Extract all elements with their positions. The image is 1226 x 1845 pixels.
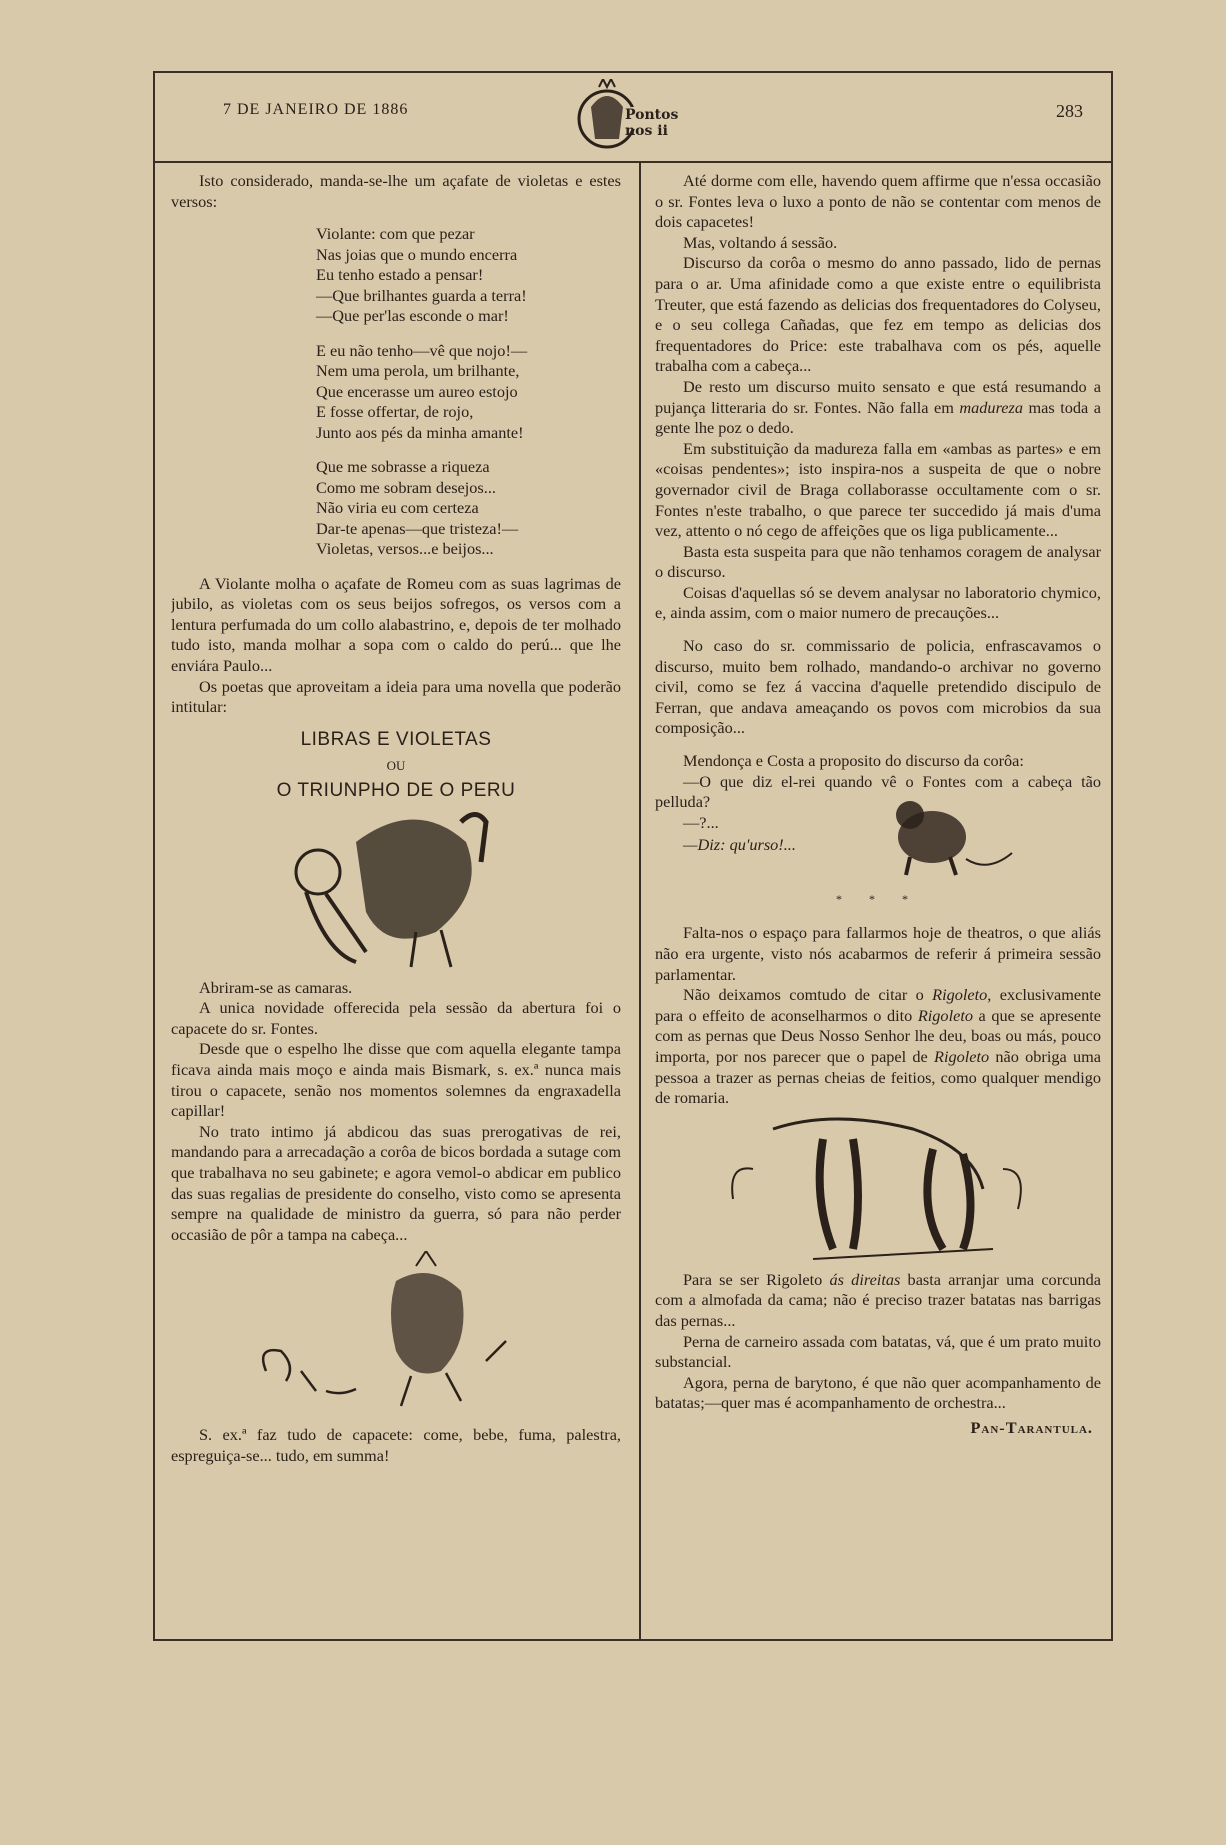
page-header: [155, 73, 1111, 163]
masthead-title: Pontos nos ii: [625, 107, 679, 139]
text-run: Não deixamos comtudo de citar o: [683, 985, 933, 1005]
paragraph: Agora, perna de barytono, é que não quer acompanhamento de batatas;—quer mas é acompanhamento de orchestra...: [655, 1372, 1101, 1413]
page-number: 283: [1056, 101, 1083, 121]
text-run: a que se apresente com as pernas que Deus Nosso Senhor lhe deu, boas ou más, pouco importa, por nos parecer que o papel de: [655, 1005, 1101, 1066]
paragraph: Discurso da corôa o mesmo do anno passado, lido de pernas para o ar. Uma afinidade como a que existe entre o equilibrista Treuter, que está fazendo as delicias dos frequentadores do Colyseu, e o seu collega Cañadas, que fez em tempo as delicias dos frequentadores do Price: este trabalhava com os pés, aquelle trabalha com a cabeça...: [655, 253, 1101, 376]
paragraph: Abriram-se as camaras.: [199, 977, 353, 997]
italic-text: Rigoleto: [917, 1005, 973, 1025]
bear-caricature-illustration: [870, 795, 1020, 887]
poem-line: Violetas, versos...e beijos...: [316, 539, 494, 559]
paragraph: Desde que o espelho lhe disse que com aquella elegante tampa ficava ainda mais moço e ainda mais Bismark, s. ex.ª nunca mais tirou o capacete, senão nos momentos solemnes da engraxadella capillar!: [171, 1039, 621, 1121]
paragraph: [655, 377, 1101, 439]
paragraph: No trato intimo já abdicou das suas prerogativas de rei, mandando para a arrecadação a corôa de bicos bordada a sutage com que trabalhava no seu gabinete; e agora vemol-o abdicar em publico das suas regalias de presidente do conselho, visto como se apresenta sempre na qualidade de ministro da guerra, só para não perder occasião de pôr a tampa na cabeça...: [171, 1121, 621, 1244]
poem-line: Que me sobrasse a riqueza: [316, 457, 490, 477]
poem-line: Que encerasse um aureo estojo: [316, 381, 518, 401]
poem-line: Como me sobram desejos...: [316, 477, 496, 497]
italic-text: ás direitas: [829, 1269, 901, 1289]
poem: [316, 224, 621, 560]
text-run: não obriga uma pessoa a trazer as pernas cheias de feitios, como qualquer mendigo de romaria.: [655, 1046, 1101, 1108]
novella-title-ou: OU: [386, 758, 406, 774]
paragraph: A Violante molha o açafate de Romeu com as suas lagrimas de jubilo, as violetas com os seus beijos sofregos, os versos com a lentura perfumada do um collo alabastrino, e, depois de ter molhado tudo isto, manda molhar a sopa com o caldo do perú... que lhe enviára Paulo...: [171, 573, 621, 676]
dialogue-line: —?...: [683, 812, 719, 832]
rigoletto-legs-illustration: [713, 1109, 1043, 1264]
paragraph: Isto considerado, manda-se-lhe um açafate de violetas e estes versos:: [171, 171, 621, 211]
author-signature: Pan-Tarantula.: [970, 1417, 1093, 1437]
poem-stanza: [316, 341, 621, 444]
right-column: [655, 161, 1101, 1639]
paragraph: Mas, voltando á sessão.: [683, 232, 838, 252]
illustration-caption: S. ex.ª faz tudo de capacete: come, bebe, fuma, palestra, espreguiça-se... tudo, em summa!: [171, 1425, 621, 1465]
poem-line: E fosse offertar, de rojo,: [316, 402, 474, 422]
poem-line: Eu tenho estado a pensar!: [316, 265, 484, 285]
issue-date: 7 DE JANEIRO DE 1886: [223, 101, 409, 118]
page-frame: [153, 71, 1113, 1641]
poem-line: Não viria eu com certeza: [316, 498, 479, 518]
poem-line: —Que per'las esconde o mar!: [316, 306, 509, 326]
text-run: basta arranjar uma corcunda com a almofada da cama; não é preciso trazer batatas nas barrigas das pernas...: [655, 1269, 1101, 1330]
left-column: [171, 161, 621, 1639]
novella-title: LIBRAS E VIOLETAS: [300, 728, 492, 750]
paragraph: Até dorme com elle, havendo quem affirme que n'essa occasião o sr. Fontes leva o luxo a ponto de não se contentar com menos de dois capacetes!: [655, 171, 1101, 232]
text-run: Para se ser Rigoleto: [683, 1269, 830, 1289]
poem-line: Nas joias que o mundo encerra: [316, 244, 518, 264]
text-run: , exclusivamente para o effeito de aconselharmos o dito: [655, 985, 1101, 1025]
paragraph: Falta-nos o espaço para fallarmos hoje de theatros, o que aliás não era urgente, visto nós acabarmos de referir á primeira sessão parlamentar.: [655, 923, 1101, 984]
paragraph: A unica novidade offerecida pela sessão da abertura foi o capacete do sr. Fontes.: [171, 998, 621, 1038]
section-separator: * * *: [836, 891, 920, 906]
column-divider: [639, 161, 641, 1639]
poem-line: —Que brilhantes guarda a terra!: [316, 285, 527, 305]
paragraph: Mendonça e Costa a proposito do discurso da corôa:: [683, 751, 1024, 771]
paragraph: Basta esta suspeita para que não tenhamos coragem de analysar o discurso.: [655, 541, 1101, 582]
paragraph: Em substituição da madureza falla em «ambas as partes» e em «coisas pendentes»; isto inspira-nos a suspeita de que o nobre governador civil de Braga collaborasse occultamente com o sr. Fontes n'este trabalho, o que parece ter succedido já mais d'uma vez, attento o nó cego de affeições que os liga publicamente...: [655, 438, 1101, 541]
paragraph: [655, 1270, 1101, 1332]
poem-line: Violante: com que pezar: [316, 224, 475, 244]
dialogue-line: —Diz: qu'urso!...: [683, 834, 796, 854]
text-run: mas toda a gente lhe poz o dedo.: [655, 397, 1101, 438]
poem-line: E eu não tenho—vê que nojo!—: [316, 340, 528, 360]
dialogue-line: —O que diz el-rei quando vê o Fontes com a cabeça tão pelluda?: [655, 771, 1101, 812]
novella-subtitle: O TRIUNPHO DE O PERU: [276, 780, 516, 802]
italic-text: madureza: [959, 397, 1024, 417]
paragraph: [655, 985, 1101, 1109]
poem-stanza: [316, 224, 621, 327]
paragraph: Coisas d'aquellas só se devem analysar no laboratorio chymico, e, ainda assim, com o maior numero de precauções...: [655, 582, 1101, 623]
paragraph: No caso do sr. commissario de policia, enfrascavamos o discurso, muito bem rolhado, mandando-o archivar no governo civil, como se fez á vaccina d'aquelle pretendido discipulo de Ferran, que andava ameaçando os povos com microbios da sua composição...: [655, 636, 1101, 738]
poem-line: Nem uma perola, um brilhante,: [316, 361, 520, 381]
turkey-caricature-illustration: [266, 802, 526, 972]
poem-line: Junto aos pés da minha amante!: [316, 422, 524, 442]
italic-text: Rigoleto: [932, 985, 988, 1005]
masthead-logo: [573, 79, 701, 151]
text-run: De resto um discurso muito sensato e que está resumando a pujança litteraria do sr. Fontes. Não falla em: [655, 376, 1101, 417]
dialogue-block: [655, 813, 1101, 883]
paragraph: Perna de carneiro assada com batatas, vá, que é um prato muito substancial.: [655, 1331, 1101, 1372]
poem-line: Dar-te apenas—que tristeza!—: [316, 518, 519, 538]
poem-stanza: [316, 457, 621, 560]
italic-text: Rigoleto: [934, 1046, 990, 1066]
paragraph: Os poetas que aproveitam a ideia para uma novella que poderão intitular:: [171, 676, 621, 717]
helmet-caricature-illustration: [246, 1251, 546, 1421]
